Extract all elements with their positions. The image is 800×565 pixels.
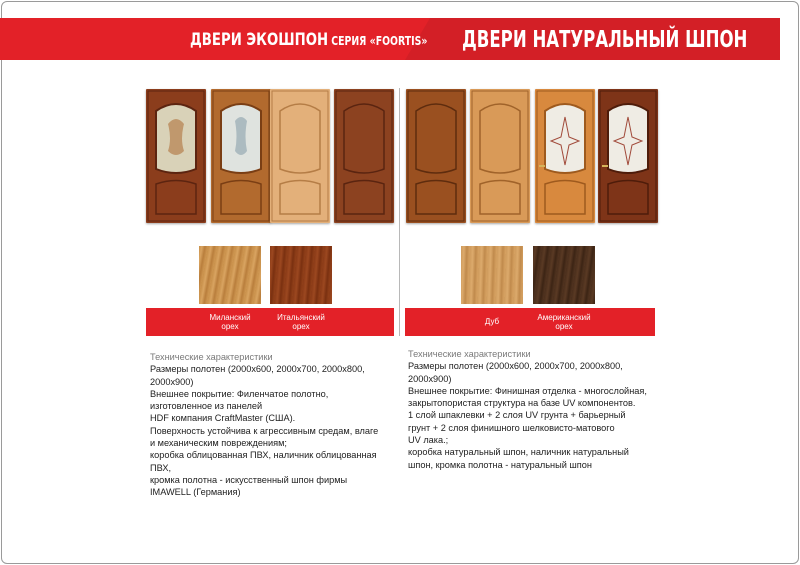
header-title-natural-veneer: ДВЕРИ НАТУРАЛЬНЫЙ ШПОН [462, 27, 748, 53]
specs-line: изготовленное из панелей [150, 401, 263, 412]
swatch-label-milan-walnut: Миланский орех [209, 313, 251, 331]
specs-line: ПВХ, [150, 462, 172, 473]
specs-line: Размеры полотен (2000х600, 2000х700, 2000х800, [150, 364, 365, 375]
door-image [598, 89, 658, 223]
specs-line: шпон, кромка полотна - натуральный шпон [408, 459, 592, 470]
specs-line: Внешнее покрытие: Финишная отделка - многослойная, [408, 385, 647, 396]
specs-line: 2000х900) [408, 373, 452, 384]
page-frame [1, 1, 799, 564]
specs-line: 2000х900) [150, 376, 194, 387]
specs-line: 1 слой шпаклевки + 2 слоя UV грунта + барьерный [408, 410, 626, 421]
door-image [211, 89, 271, 223]
specs-line: коробка облицованная ПВХ, наличник облицованная [150, 450, 377, 461]
door-image [146, 89, 206, 223]
door-image [406, 89, 466, 223]
swatch-oak [461, 246, 523, 304]
swatch-italian-walnut [270, 246, 332, 304]
specs-line: IMAWELL (Германия) [150, 487, 241, 498]
specs-line: и механическим повреждениям; [150, 438, 287, 449]
specs-heading: Технические характеристики [150, 352, 273, 362]
door-image [470, 89, 530, 223]
header-left-series: СЕРИЯ «FOORTIS» [331, 34, 428, 48]
specs-line: закрытопористая структура на базе UV компонентов. [408, 398, 636, 409]
specs-line: кромка полотна - искусственный шпон фирмы [150, 474, 348, 485]
door-image [270, 89, 330, 223]
door-image [334, 89, 394, 223]
swatch-label-italian-walnut: Итальянский орех [277, 313, 325, 331]
swatch-american-walnut [533, 246, 595, 304]
swatch-label-american-walnut: Американский орех [537, 313, 591, 331]
specs-line: UV лака.; [408, 435, 449, 446]
specs-line: коробка натуральный шпон, наличник натуральный [408, 447, 629, 458]
swatch-milan-walnut [199, 246, 261, 304]
specs-natural-veneer [408, 348, 647, 471]
specs-line: Поверхность устойчива к агрессивным средам, влаге [150, 425, 379, 436]
door-image [535, 89, 595, 223]
specs-line: Внешнее покрытие: Филенчатое полотно, [150, 388, 329, 399]
section-divider [399, 88, 400, 336]
specs-ecoshpon [150, 351, 378, 499]
header-title-ecoshpon [190, 30, 427, 50]
specs-line: HDF компания CraftMaster (США). [150, 413, 296, 424]
specs-heading: Технические характеристики [408, 349, 531, 359]
swatch-label-oak: Дуб [484, 317, 500, 326]
specs-line: грунт + 2 слоя финишного шелковисто-матового [408, 422, 615, 433]
specs-line: Размеры полотен (2000х600, 2000х700, 2000х800, [408, 361, 623, 372]
header-left-title: ДВЕРИ ЭКОШПОН [190, 30, 329, 50]
